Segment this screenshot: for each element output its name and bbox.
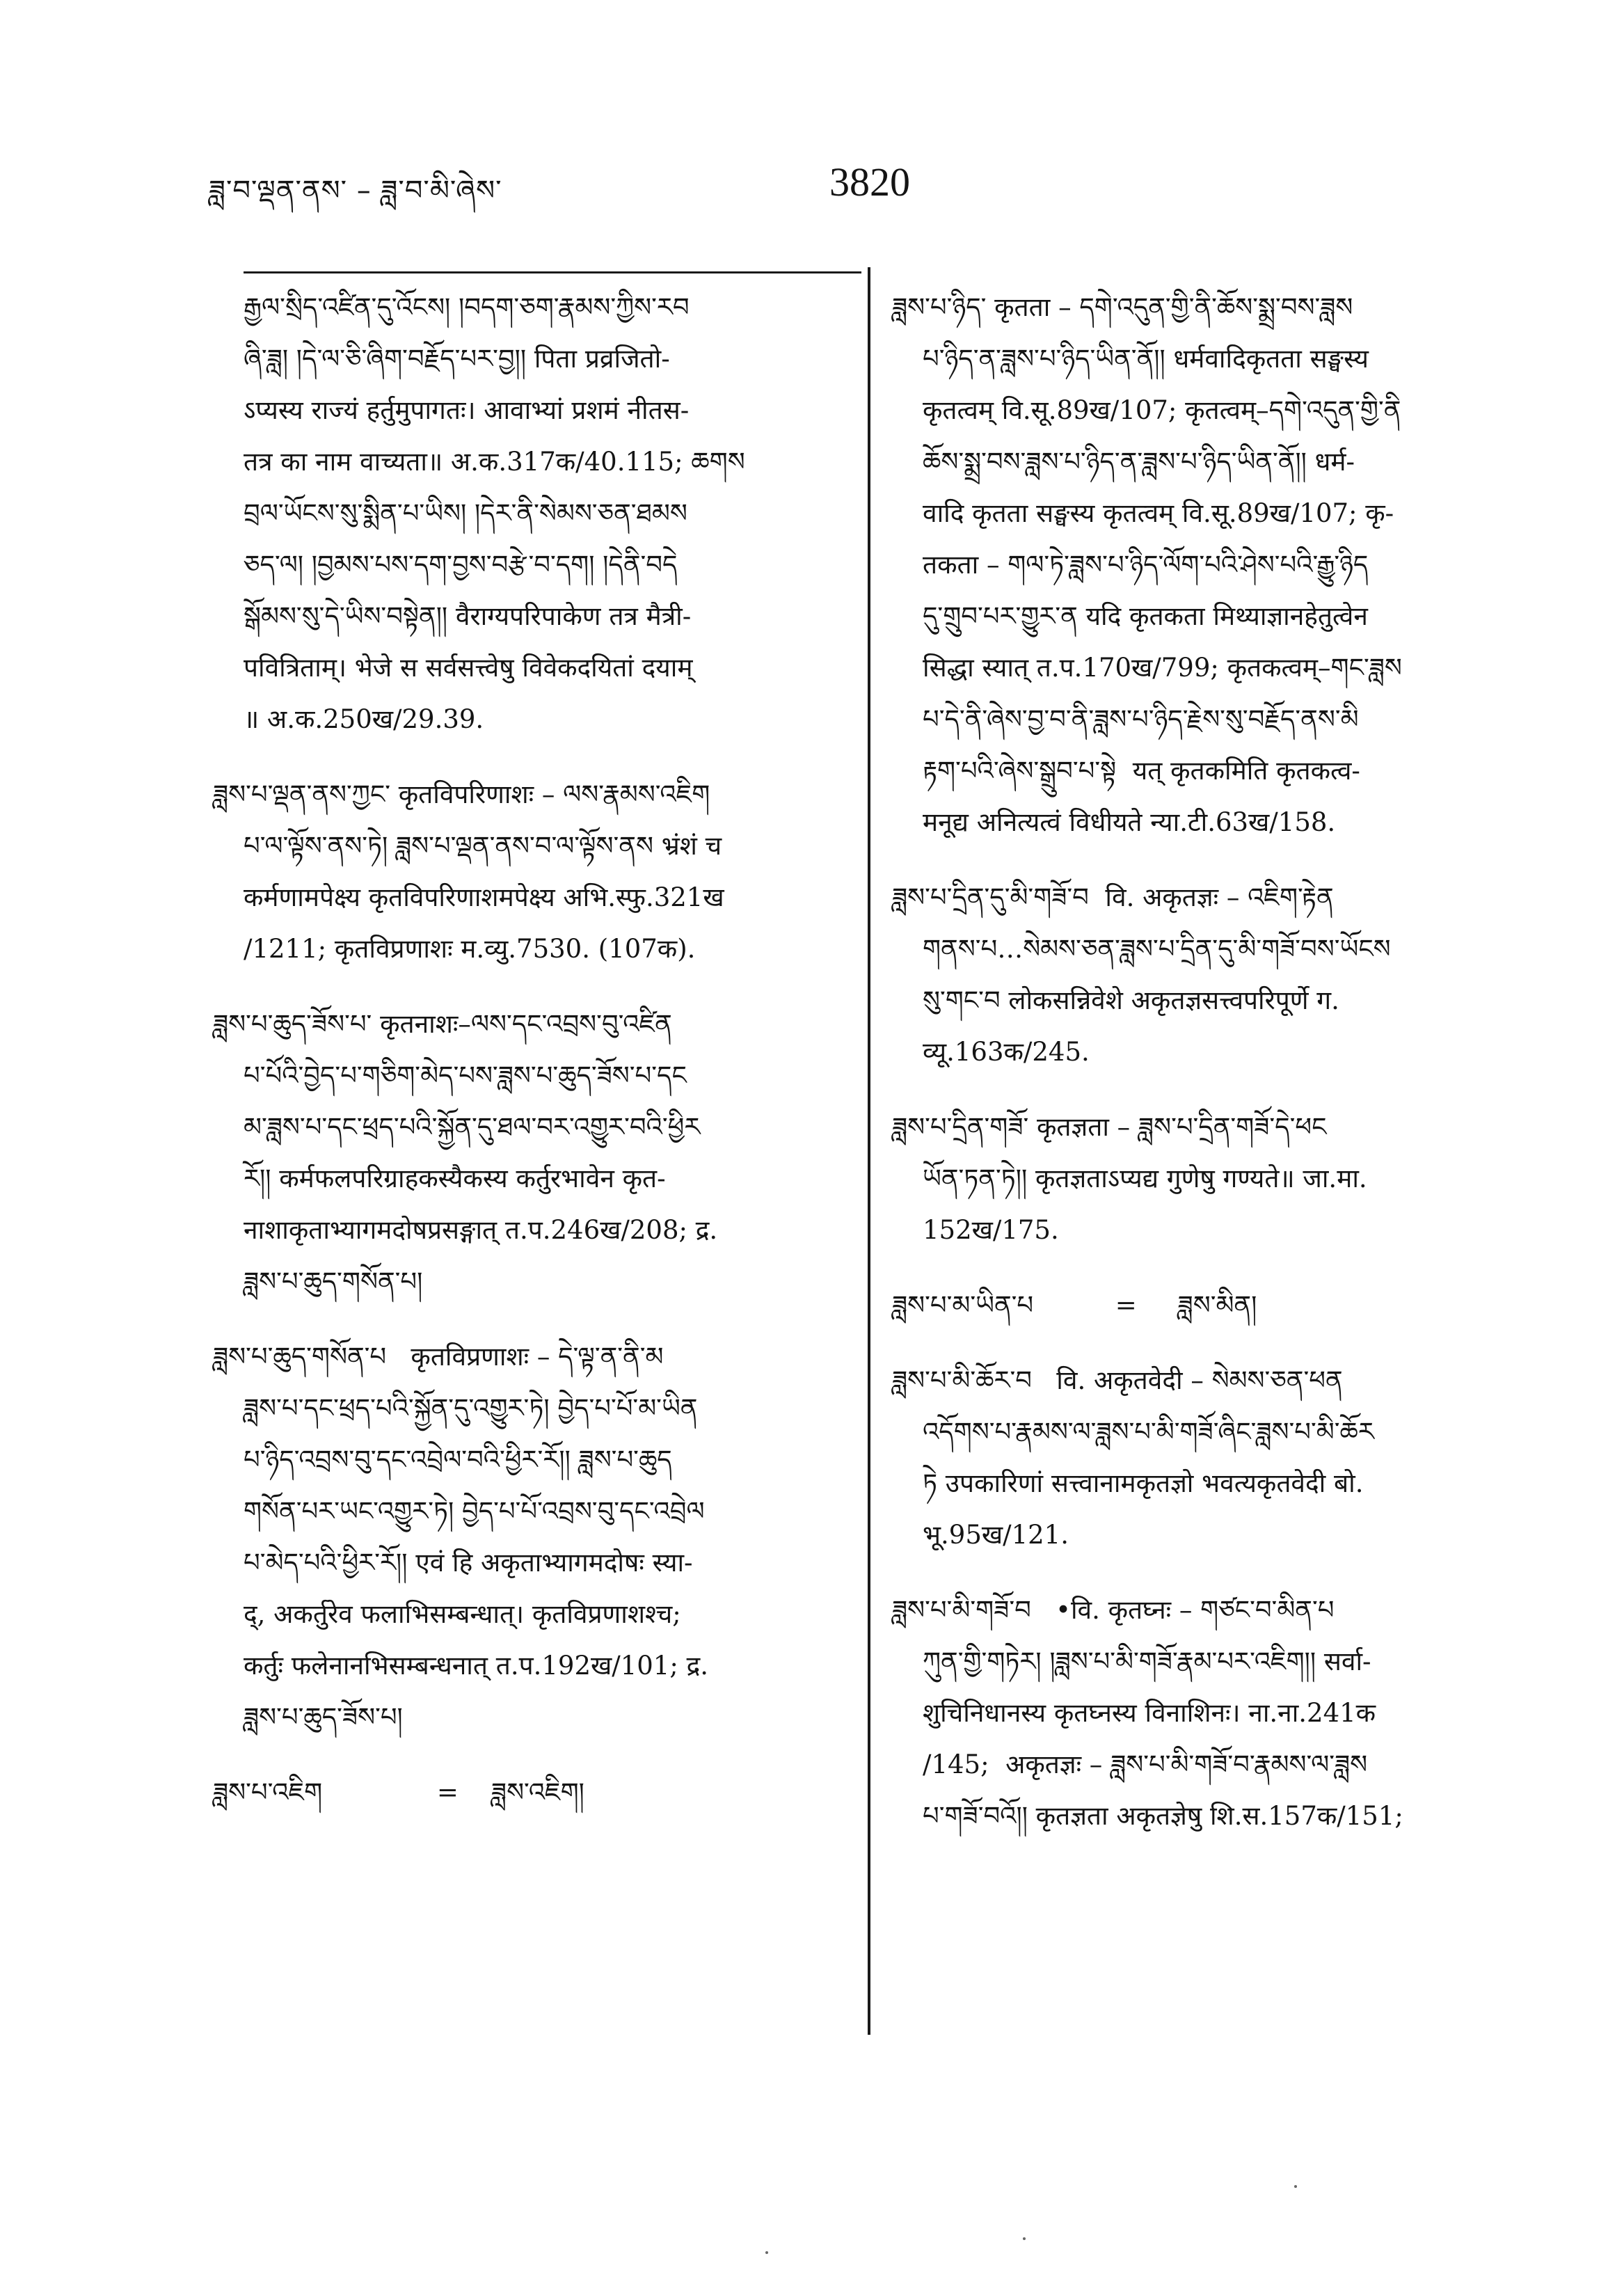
entry-line: पवित्रिताम्। भेजे स सर्वसत्त्वेषु विवेकदयितां दयाम् — [244, 653, 693, 683]
entry-line: 152ख/175. — [923, 1215, 1059, 1245]
entry-line: བྲལ་ཡོངས་སུ་སྨིན་པ་ཡིས། །དེར་ནི་སེམས་ཅན་ཐམས — [244, 498, 687, 528]
dictionary-entry — [892, 1102, 1522, 1256]
entry-line: འདོགས་པ་རྣམས་ལ་ཟླས་པ་མི་གཟོ་ཞིང་ཟླས་པ་མི་ཆོར — [923, 1417, 1374, 1447]
entry-line: ཟླས་པ་ཆུད་ཟོས་པ། — [244, 1702, 403, 1732]
entry-line: द्, अकर्तुरेव फलाभिसम्बन्धात्। कृतविप्रणाशश्च; — [244, 1599, 681, 1629]
entry-line: མ་ཟླས་པ་དང་ཕྲད་པའི་སྐྱོན་དུ་ཐལ་བར་འགྱུར་བའི་ཕྱིར — [244, 1112, 701, 1142]
entry-line: པ་པོའི་བྱེད་པ་གཅིག་མེད་པས་ཟླས་པ་ཆུད་ཟོས་པ་དང — [244, 1061, 687, 1090]
dictionary-entry — [213, 1767, 839, 1818]
dictionary-entry — [213, 282, 839, 745]
entry-line: सिद्धा स्यात् त.प.170ख/799; कृतकत्वम्–གང་ཟླས — [923, 653, 1402, 683]
headword-line: ཟླས་པ་མ་ཡིན་པ = ཟླས་མིན། — [892, 1290, 1257, 1320]
entry-line: རྒྱལ་སྲིད་འཛིན་དུ་འོངས། །བདག་ཅག་རྣམས་ཀྱིས་རབ — [244, 292, 690, 322]
dictionary-entry — [213, 769, 839, 975]
entry-line: ཏེ उपकारिणां सत्त्वानामकृतज्ञो भवत्यकृतवेदी बो. — [923, 1468, 1364, 1498]
headword-line: ཟླས་པ་མི་གཟོ་བ •वि. कृतघ्नः – གཙང་བ་མིན་པ — [892, 1595, 1335, 1625]
entry-line: པ་ཉིད་ན་ཟླས་པ་ཉིད་ཡིན་ནོ།། धर्मवादिकृतता सङ्घस्य — [923, 344, 1369, 374]
entry-line: རོ།། कर्मफलपरिग्राहकस्यैकस्य कर्तुरभावेन कृत- — [244, 1164, 666, 1193]
page-number: 3820 — [829, 159, 910, 205]
entry-line: शुचिनिधानस्य कृतघ्नस्य विनाशिनः। ना.ना.241क — [923, 1698, 1376, 1728]
scan-speck — [765, 2251, 768, 2254]
entry-line: /145; अकृतज्ञः – ཟླས་པ་མི་གཟོ་བ་རྣམས་ལ་ཟླས — [923, 1749, 1368, 1779]
entry-line: པ་གཟོ་བའོ།། कृतज्ञता अकृतज्ञेषु शि.स.157क/151; — [923, 1801, 1403, 1831]
entry-line: ऽप्यस्य राज्यं हर्तुमुपागतः। आवाभ्यां प्रशमं नीतस- — [244, 395, 690, 425]
headword-line: ཟླས་པ་ཆུད་གསོན་པ कृतविप्रणाशः – དེ་ལྟ་ན་ནི་མ — [213, 1342, 664, 1372]
entry-line: ཟླས་པ་ཆུད་གསོན་པ། — [244, 1267, 423, 1296]
entry-line: कर्मणामपेक्ष्य कृतविपरिणाशमपेक्ष्य अभि.स्फु.321ख — [244, 882, 724, 912]
entry-line: मनूद्य अनित्यत्वं विधीयते न्या.टी.63ख/158. — [923, 807, 1336, 837]
dictionary-entry — [892, 1585, 1522, 1842]
entry-line: कृतत्वम् वि.सू.89ख/107; कृतत्वम्–དགེ་འདུན་གྱི་ནི — [923, 395, 1401, 425]
dictionary-entry — [892, 872, 1522, 1078]
entry-line: ཆོས་སྨྲ་བས་ཟླས་པ་ཉིད་ན་ཟླས་པ་ཉིད་ཡིན་ནོ།། धर्म- — [923, 447, 1355, 477]
column-divider — [868, 267, 870, 2035]
dictionary-entry — [892, 282, 1522, 848]
entry-line: པ་ཉིད་འབྲས་བུ་དང་འབྲེལ་བའི་ཕྱིར་རོ།། ཟླས་པ་ཆུད — [244, 1445, 672, 1475]
entry-line: རྟག་པའི་ཞེས་སྒྲུབ་པ་སྟེ यत् कृतकमिति कृतकत्व- — [923, 756, 1360, 786]
entry-line: པ་མེད་པའི་ཕྱིར་རོ།། एवं हि अकृताभ्यागमदोषः स्या- — [244, 1548, 693, 1578]
header-rule — [244, 271, 861, 273]
dictionary-entry — [213, 1331, 839, 1743]
entry-line: ॥ अ.क.250ख/29.39. — [244, 704, 484, 734]
entry-line: དུ་གྲུབ་པར་གྱུར་ན यदि कृतकता मिथ्याज्ञानहेतुत्वेन — [923, 601, 1368, 631]
entry-line: ཟླས་པ་དང་ཕྲད་པའི་སྐྱོན་དུ་འགྱུར་ཏེ། བྱེད་པ་པོ་མ་ཡིན — [244, 1393, 698, 1423]
running-head: ཟླ་བ་ལྡན་ནས་ – ཟླ་བ་མི་ཞེས་ — [209, 175, 502, 207]
entry-line: གསོན་པར་ཡང་འགྱུར་ཏེ། བྱེད་པ་པོ་འབྲས་བུ་དང་འབྲེལ — [244, 1496, 705, 1526]
scan-speck — [1023, 2237, 1026, 2240]
entry-line: ཞི་ཟླ། །དེ་ལ་ཅི་ཞིག་བརྗོད་པར་བྱ།། पिता प्रव्रजितो- — [244, 344, 670, 374]
entry-line: कर्तुः फलेनानभिसम्बन्धनात् त.प.192ख/101; द्र. — [244, 1651, 708, 1681]
entry-line: /1211; कृतविप्रणाशः म.व्यु.7530. (107क). — [244, 934, 696, 964]
dictionary-entry — [892, 1355, 1522, 1561]
entry-line: वादि कृतता सङ्घस्य कृतत्वम् वि.सू.89ख/107; कृ- — [923, 498, 1394, 528]
dictionary-entry — [892, 1280, 1522, 1331]
entry-line: भू.95ख/121. — [923, 1520, 1069, 1550]
headword-line: ཟླས་པ་ཉིད་ कृतता – དགེ་འདུན་གྱི་ནི་ཆོས་སྨྲ་བས་ཟླས — [892, 292, 1353, 322]
entry-line: ཀུན་གྱི་གཏེར། །ཟླས་པ་མི་གཟོ་རྣམ་པར་འཇིག།། सर्वा- — [923, 1646, 1371, 1676]
headword-line: ཟླས་པ་མི་ཆོར་བ वि. अकृतवेदी – སེམས་ཅན་ཕན — [892, 1365, 1343, 1395]
entry-line: སུ་གང་བ लोकसन्निवेशे अकृतज्ञसत्त्वपरिपूर्णे ग. — [923, 985, 1339, 1015]
left-column — [213, 282, 839, 1842]
entry-line: པ་ལ་ལྟོས་ནས་ཏེ། ཟླས་པ་ལྡན་ནས་བ་ལ་ལྟོས་ནས भ्रंशं च — [244, 831, 722, 861]
entry-line: གནས་པ…སེམས་ཅན་ཟླས་པ་དྲིན་དུ་མི་གཟོ་བས་ཡོངས — [923, 934, 1391, 964]
entry-line: པ་དེ་ནི་ཞེས་བྱ་བ་ནི་ཟླས་པ་ཉིད་རྗེས་སུ་བརྗོད་ནས་མི — [923, 704, 1359, 734]
headword-line: ཟླས་པ་ལྡན་ནས་ཀྱང་ कृतविपरिणाशः – ལས་རྣམས་འཇིག — [213, 779, 710, 809]
headword-line: ཟླས་པ་དྲིན་གཟོ་ कृतज्ञता – ཟླས་པ་དྲིན་གཟོ་དེ་ཕང — [892, 1112, 1327, 1142]
entry-line: སྒོམས་སུ་དེ་ཡིས་བསྟེན།། वैराग्यपरिपाकेण तत्र मैत्री- — [244, 601, 692, 631]
entry-line: तत्र का नाम वाच्यता॥ अ.क.317क/40.115; ཆགས — [244, 447, 745, 477]
headword-line: ཟླས་པ་འཇིག = ཟླས་འཇིག། — [213, 1777, 584, 1807]
dictionary-entry — [213, 999, 839, 1308]
entry-line: नाशाकृताभ्यागमदोषप्रसङ्गात् त.प.246ख/208; द्र. — [244, 1215, 718, 1245]
entry-line: व्यू.163क/245. — [923, 1037, 1090, 1067]
right-column — [892, 282, 1522, 1866]
entry-line: ཅད་ལ། །བྱམས་པས་དག་བྱས་བརྩེ་བ་དག། །དེནི་བདེ — [244, 550, 678, 580]
headword-line: ཟླས་པ་ཆུད་ཟོས་པ་ कृतनाशः–ལས་དང་འབྲས་བུ་འཛིན — [213, 1009, 672, 1039]
headword-line: ཟླས་པ་དྲིན་དུ་མི་གཟོ་བ वि. अकृतज्ञः – འཇིག་རྟེན — [892, 882, 1334, 912]
entry-line: तकता – གལ་ཏེ་ཟླས་པ་ཉིད་ལོག་པའི་ཤེས་པའི་རྒྱུ་ཉིད — [923, 550, 1369, 580]
entry-line: ཡོན་ཏན་ཏེ།། कृतज्ञताऽप्यद्य गुणेषु गण्यते॥ जा.मा. — [923, 1164, 1367, 1193]
scan-speck — [1294, 2185, 1297, 2188]
